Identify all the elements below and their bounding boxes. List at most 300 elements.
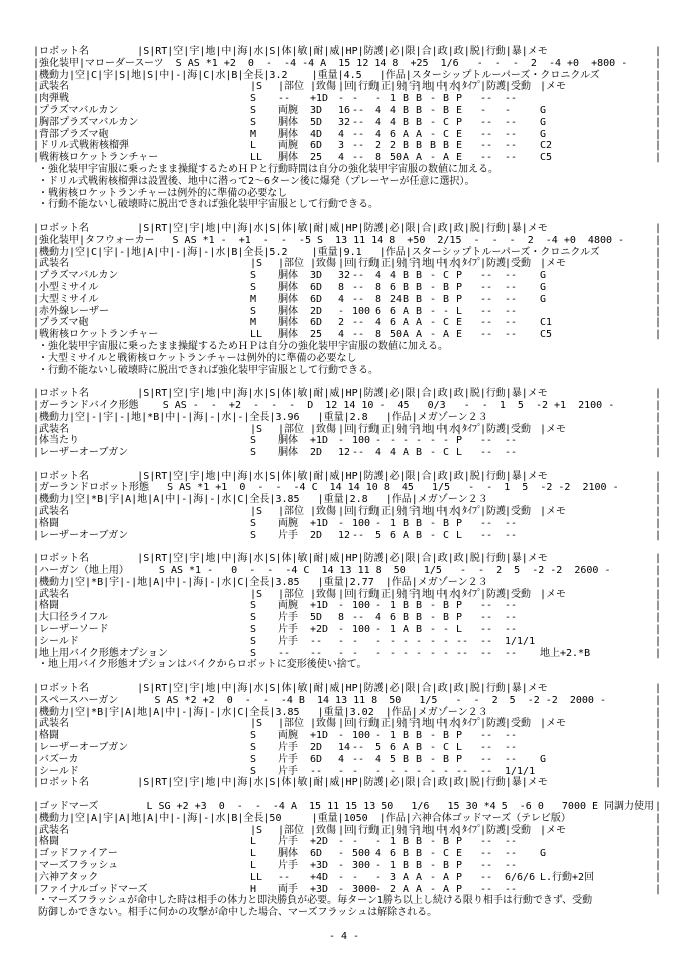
table-cell: |武装名 bbox=[33, 588, 70, 600]
table-cell: S bbox=[250, 305, 257, 317]
right-border-pipe: | bbox=[655, 553, 662, 565]
table-cell: A bbox=[416, 317, 423, 329]
table-cell: -- bbox=[480, 305, 493, 317]
table-cell bbox=[540, 447, 655, 459]
table-cell: |大口径ライフル bbox=[33, 612, 109, 624]
table-cell: S bbox=[250, 635, 257, 647]
table-cell: |地 bbox=[416, 824, 433, 836]
right-border-pipe: | bbox=[655, 128, 662, 140]
weapon-row bbox=[33, 860, 661, 872]
table-cell: 6D bbox=[310, 281, 323, 293]
table-cell: - bbox=[390, 635, 397, 647]
table-cell: |バズーカ bbox=[33, 753, 79, 765]
right-border-pipe: | bbox=[655, 565, 662, 577]
table-cell: - bbox=[375, 635, 382, 647]
table-cell: LL bbox=[250, 329, 263, 341]
weapon-row bbox=[33, 282, 661, 294]
table-cell: - bbox=[352, 765, 359, 777]
table-cell: B bbox=[416, 447, 423, 459]
table-cell: - bbox=[416, 765, 423, 777]
table-cell: |防護 bbox=[480, 506, 507, 518]
table-cell: S bbox=[250, 529, 257, 541]
table-cell: |メモ bbox=[540, 718, 567, 730]
table-cell: 4 bbox=[375, 447, 382, 459]
table-cell: -- bbox=[352, 270, 365, 282]
table-cell: 6 bbox=[390, 529, 397, 541]
weapon-row bbox=[33, 848, 661, 860]
table-cell: 両腕 bbox=[278, 730, 298, 742]
table-cell: G bbox=[540, 848, 547, 860]
table-cell: B bbox=[403, 612, 410, 624]
table-cell: |S bbox=[250, 423, 263, 435]
table-cell: 4 bbox=[375, 270, 382, 282]
table-cell: 16 bbox=[338, 104, 351, 116]
robot-table-header-row-text: |ロボット名 |S|RT|空|宇|地|中|海|水|S|体|敏|耐|威|HP|防護|必|限|合|政|政|脱|行動|暴|メモ bbox=[33, 777, 548, 789]
table-cell: -- bbox=[505, 612, 518, 624]
right-border-pipe: | bbox=[655, 777, 662, 789]
table-cell: B bbox=[416, 529, 423, 541]
table-cell: S bbox=[250, 730, 257, 742]
table-cell: +2D bbox=[310, 836, 329, 848]
robot-table-header-row-text: |ロボット名 |S|RT|空|宇|地|中|海|水|S|体|敏|耐|威|HP|防護|必|限|合|政|政|脱|行動|暴|メモ bbox=[33, 470, 548, 482]
table-cell: 両腕 bbox=[278, 104, 298, 116]
table-cell: E bbox=[456, 848, 463, 860]
table-cell: -- bbox=[480, 624, 493, 636]
table-cell: B bbox=[416, 116, 423, 128]
table-cell: 12 bbox=[338, 529, 351, 541]
table-cell: |致傷 bbox=[310, 423, 337, 435]
table-cell: - bbox=[375, 624, 382, 636]
table-cell: |防護 bbox=[480, 81, 507, 93]
table-cell: -- bbox=[505, 152, 518, 164]
table-cell: |行動 bbox=[352, 506, 379, 518]
table-cell: B bbox=[403, 859, 410, 871]
table-cell: |致傷 bbox=[310, 81, 337, 93]
table-cell: -- bbox=[505, 517, 518, 529]
table-cell: E bbox=[456, 329, 463, 341]
robot-row-god-mars bbox=[33, 801, 661, 813]
table-cell: L bbox=[250, 859, 257, 871]
table-cell: |部位 bbox=[278, 588, 305, 600]
table-cell: |行動 bbox=[352, 718, 379, 730]
table-cell: |水 bbox=[443, 506, 460, 518]
table-cell: -- bbox=[505, 281, 518, 293]
table-cell: - bbox=[430, 529, 437, 541]
table-cell: - bbox=[430, 270, 437, 282]
mobility-row-tough-walker-text: |機動力|空|C|宇|-|地|A|中|-|海|-|水|B|全長|5.2 |重量|9.1 |作品|スターシップトルーパーズ・クロニクルズ bbox=[33, 246, 600, 258]
table-cell: -- bbox=[480, 730, 493, 742]
table-cell: - bbox=[375, 765, 382, 777]
table-cell: - bbox=[338, 635, 345, 647]
note-line-text: ・戦術核ロケットランチャーは例外的に準備の必要なし bbox=[38, 187, 288, 199]
table-cell: - bbox=[430, 836, 437, 848]
table-cell: 2 bbox=[390, 883, 397, 895]
table-cell: 3000 bbox=[352, 883, 377, 895]
table-cell: |ﾀｲﾌﾟ bbox=[456, 423, 483, 435]
table-cell: - bbox=[375, 883, 382, 895]
weapon-row bbox=[33, 306, 661, 318]
table-cell: A bbox=[403, 317, 410, 329]
table-cell: A bbox=[416, 871, 423, 883]
table-cell: 25 bbox=[310, 329, 323, 341]
table-cell: 5D bbox=[310, 116, 323, 128]
table-cell: 4 bbox=[338, 753, 345, 765]
table-cell: 1/1/1 bbox=[505, 765, 536, 777]
table-cell: 片手 bbox=[278, 635, 298, 647]
right-border-pipe: | bbox=[655, 222, 662, 234]
table-cell: - bbox=[338, 305, 345, 317]
table-cell: |格闘 bbox=[33, 730, 60, 742]
table-cell: A bbox=[403, 329, 410, 341]
right-border-pipe: | bbox=[655, 399, 662, 411]
table-cell: |致傷 bbox=[310, 824, 337, 836]
table-cell: C5 bbox=[540, 329, 553, 341]
table-cell: |メモ bbox=[540, 81, 567, 93]
table-cell: 32 bbox=[338, 270, 351, 282]
table-cell: L bbox=[456, 624, 463, 636]
table-cell: |格闘 bbox=[33, 517, 60, 529]
table-cell: |回 bbox=[338, 423, 355, 435]
note-line-text: 防御しかできない。相手に何かの攻撃が命中した場合、マーズフラッシュは解除される。 bbox=[38, 907, 438, 919]
table-cell: A bbox=[403, 305, 410, 317]
table-cell: - bbox=[430, 730, 437, 742]
table-cell: 6D bbox=[310, 753, 323, 765]
table-cell: |中 bbox=[430, 423, 447, 435]
table-cell: -- bbox=[352, 293, 365, 305]
right-border-pipe: | bbox=[655, 447, 662, 459]
table-cell: -- bbox=[310, 635, 323, 647]
table-cell: B bbox=[443, 140, 450, 152]
table-cell: -- bbox=[505, 116, 518, 128]
table-cell: -- bbox=[352, 317, 365, 329]
table-cell: 4D bbox=[310, 128, 323, 140]
table-cell: 胴体 bbox=[278, 447, 298, 459]
table-cell: A bbox=[443, 883, 450, 895]
table-cell: - bbox=[443, 624, 450, 636]
right-border-pipe: | bbox=[655, 730, 662, 742]
table-cell: 100 bbox=[352, 435, 371, 447]
right-border-pipe: | bbox=[655, 104, 662, 116]
right-border-pipe: | bbox=[655, 270, 662, 282]
table-cell: - bbox=[443, 765, 450, 777]
table-cell: |致傷 bbox=[310, 506, 337, 518]
table-cell: - bbox=[430, 128, 437, 140]
right-border-pipe: | bbox=[655, 281, 662, 293]
table-cell: G bbox=[540, 753, 547, 765]
weapons-header-row bbox=[33, 506, 661, 518]
table-cell: - bbox=[505, 104, 512, 116]
weapon-row bbox=[33, 754, 661, 766]
table-cell: - bbox=[390, 765, 397, 777]
mobility-row-god-mars-text: |機動力|空|A|宇|A|地|A|中|-|海|-|水|B|全長|50 |重量|1050 |作品|六神合体ゴッドマーズ（テレビ版） bbox=[33, 812, 571, 824]
mobility-row-garland-bike bbox=[33, 412, 661, 424]
table-cell: - bbox=[375, 435, 382, 447]
table-cell: B bbox=[416, 730, 423, 742]
table-cell: P bbox=[456, 116, 463, 128]
table-cell: - bbox=[352, 836, 359, 848]
table-cell: |宇 bbox=[403, 718, 420, 730]
table-cell: |宇 bbox=[403, 423, 420, 435]
table-cell: B bbox=[403, 116, 410, 128]
table-cell: |中 bbox=[430, 588, 447, 600]
table-cell: 1 bbox=[390, 859, 397, 871]
table-cell: 50 bbox=[390, 329, 403, 341]
table-cell: |回 bbox=[338, 718, 355, 730]
table-cell: 胴体 bbox=[278, 152, 298, 164]
table-cell: |水 bbox=[443, 423, 460, 435]
table-cell: - bbox=[430, 317, 437, 329]
weapon-row bbox=[33, 636, 661, 648]
table-cell: |S bbox=[250, 81, 263, 93]
weapon-row bbox=[33, 872, 661, 884]
weapon-row bbox=[33, 612, 661, 624]
table-cell: |水 bbox=[443, 824, 460, 836]
table-cell: S bbox=[250, 742, 257, 754]
table-cell: - bbox=[430, 859, 437, 871]
table-cell: -- bbox=[480, 517, 493, 529]
table-cell: M bbox=[250, 293, 257, 305]
table-cell: A bbox=[416, 329, 423, 341]
weapon-row bbox=[33, 117, 661, 129]
table-cell: - bbox=[338, 765, 345, 777]
mobility-row-garland-robot bbox=[33, 494, 661, 506]
table-cell: -- bbox=[505, 647, 518, 659]
table-cell: |体当たり bbox=[33, 435, 80, 447]
table-cell: |ﾀｲﾌﾟ bbox=[456, 81, 483, 93]
mobility-row-marauder-suit bbox=[33, 70, 661, 82]
table-cell: 8 bbox=[375, 293, 382, 305]
table-cell: +3D bbox=[310, 883, 329, 895]
table-cell: 4 bbox=[390, 104, 397, 116]
table-cell: |受動 bbox=[505, 824, 532, 836]
table-cell: B bbox=[403, 281, 410, 293]
table-cell: -- bbox=[480, 600, 493, 612]
table-cell: -- bbox=[480, 270, 493, 282]
table-cell: 地上+2.*B bbox=[540, 647, 591, 659]
table-cell: -- bbox=[456, 647, 469, 659]
table-cell: -- bbox=[456, 765, 469, 777]
table-cell: - bbox=[338, 836, 345, 848]
robot-table-header-row-text: |ロボット名 |S|RT|空|宇|地|中|海|水|S|体|敏|耐|威|HP|防護|必|限|合|政|政|脱|行動|暴|メモ bbox=[33, 388, 548, 400]
table-cell: |水 bbox=[443, 81, 460, 93]
right-border-pipe: | bbox=[655, 517, 662, 529]
table-cell: -- bbox=[505, 742, 518, 754]
table-cell: B bbox=[416, 293, 423, 305]
table-cell: -- bbox=[505, 753, 518, 765]
table-cell bbox=[540, 612, 655, 624]
table-cell: A bbox=[416, 883, 423, 895]
table-cell: |射 bbox=[390, 718, 407, 730]
table-cell: - bbox=[443, 635, 450, 647]
table-cell: 4 bbox=[375, 753, 382, 765]
table-cell: - bbox=[375, 517, 382, 529]
table-cell: |メモ bbox=[540, 824, 567, 836]
table-cell: 500 bbox=[352, 848, 371, 860]
table-cell: - bbox=[430, 883, 437, 895]
table-cell: 5 bbox=[375, 742, 382, 754]
table-cell: |水 bbox=[443, 588, 460, 600]
table-cell: +3D bbox=[310, 859, 329, 871]
table-cell: 6D bbox=[310, 317, 323, 329]
table-cell: - bbox=[375, 730, 382, 742]
table-cell: |部位 bbox=[278, 824, 305, 836]
table-cell: B bbox=[416, 305, 423, 317]
table-cell: |S bbox=[250, 588, 263, 600]
table-cell: -- bbox=[352, 281, 365, 293]
note-line-text: ・ドリル式戦術核榴弾は設置後、地中に潜って2～6ターン後に爆発（プレーヤーが任意に選択）。 bbox=[38, 175, 475, 187]
table-cell: 6 bbox=[375, 305, 382, 317]
table-cell: |防護 bbox=[480, 258, 507, 270]
table-cell: |正 bbox=[375, 81, 392, 93]
table-cell: |S bbox=[250, 506, 263, 518]
table-cell: -- bbox=[480, 293, 493, 305]
weapon-row bbox=[33, 129, 661, 141]
table-cell: |部位 bbox=[278, 718, 305, 730]
table-cell: 胴体 bbox=[278, 317, 298, 329]
table-cell: - bbox=[443, 305, 450, 317]
table-cell: |メモ bbox=[540, 258, 567, 270]
table-cell: |ﾀｲﾌﾟ bbox=[456, 718, 483, 730]
robot-row-marauder-suit bbox=[33, 58, 661, 70]
table-cell: 25 bbox=[310, 152, 323, 164]
table-cell bbox=[540, 518, 655, 530]
table-cell: B bbox=[443, 293, 450, 305]
table-cell: - bbox=[430, 871, 437, 883]
right-border-pipe: | bbox=[655, 647, 662, 659]
table-cell: |地 bbox=[416, 506, 433, 518]
table-cell: +1D bbox=[310, 600, 329, 612]
table-cell bbox=[540, 435, 655, 447]
blank-line bbox=[33, 919, 661, 931]
table-cell bbox=[540, 860, 655, 872]
table-cell: E bbox=[456, 128, 463, 140]
table-cell: 1 bbox=[390, 624, 397, 636]
table-cell: 1 bbox=[390, 93, 397, 105]
note-line-text: ・行動不能ないし破壊時に脱出できれば強化装甲宇宙服として行動できる。 bbox=[38, 364, 378, 376]
table-cell: -- bbox=[352, 152, 365, 164]
weapon-row bbox=[33, 270, 661, 282]
table-cell: 4 bbox=[338, 152, 345, 164]
table-cell: B bbox=[443, 612, 450, 624]
table-cell: -- bbox=[505, 270, 518, 282]
table-cell: - bbox=[430, 635, 437, 647]
table-cell: -- bbox=[480, 612, 493, 624]
table-cell: - bbox=[430, 612, 437, 624]
weapon-row bbox=[33, 648, 661, 660]
table-cell: S bbox=[250, 517, 257, 529]
table-cell: -- bbox=[480, 435, 493, 447]
table-cell: - bbox=[352, 635, 359, 647]
table-cell: |正 bbox=[375, 258, 392, 270]
table-cell: +1D bbox=[310, 730, 329, 742]
table-cell: |防護 bbox=[480, 588, 507, 600]
table-cell bbox=[540, 742, 655, 754]
mobility-row-god-mars bbox=[33, 813, 661, 825]
table-cell: S bbox=[250, 447, 257, 459]
table-cell: A bbox=[443, 152, 450, 164]
table-cell: G bbox=[540, 128, 547, 140]
right-border-pipe: | bbox=[655, 883, 662, 895]
table-cell: P bbox=[456, 93, 463, 105]
note-line bbox=[33, 907, 661, 919]
weapon-row bbox=[33, 435, 661, 447]
table-cell: S bbox=[250, 612, 257, 624]
table-cell: -- bbox=[480, 647, 493, 659]
table-cell: |宇 bbox=[403, 824, 420, 836]
table-cell: |射 bbox=[390, 81, 407, 93]
table-cell bbox=[540, 836, 655, 848]
right-border-pipe: | bbox=[655, 258, 662, 270]
table-cell: 4 bbox=[375, 128, 382, 140]
table-cell: |戦術核ロケットランチャー bbox=[33, 152, 159, 164]
table-cell: - bbox=[375, 836, 382, 848]
right-border-pipe: | bbox=[655, 600, 662, 612]
table-cell: S bbox=[250, 753, 257, 765]
right-border-pipe: | bbox=[655, 234, 662, 246]
mobility-row-space-hargan-text: |機動力|空|*B|宇|A|地|A|中|-|海|-|水|C|全長|3.85 |重量|3.02 |作品|メガゾーン２３ bbox=[33, 706, 488, 718]
table-cell: A bbox=[403, 152, 410, 164]
weapon-row bbox=[33, 105, 661, 117]
table-cell: - bbox=[338, 730, 345, 742]
table-cell: -- bbox=[480, 447, 493, 459]
robot-row-space-hargan bbox=[33, 695, 661, 707]
table-cell: -- bbox=[505, 93, 518, 105]
table-cell: -- bbox=[505, 600, 518, 612]
note-line-text: ・大型ミサイルと戦術核ロケットランチャーは例外的に準備の必要なし bbox=[38, 352, 357, 364]
table-cell: |メモ bbox=[540, 506, 567, 518]
table-cell: -- bbox=[505, 859, 518, 871]
table-cell: -- bbox=[505, 447, 518, 459]
table-cell: B bbox=[443, 104, 450, 116]
table-cell: 4 bbox=[338, 293, 345, 305]
table-cell: - bbox=[430, 305, 437, 317]
table-cell: |ゴッドファイアー bbox=[33, 848, 118, 860]
table-cell: |射 bbox=[390, 588, 407, 600]
table-cell: B bbox=[403, 293, 410, 305]
right-border-pipe: | bbox=[655, 329, 662, 341]
table-cell bbox=[540, 730, 655, 742]
table-cell: 8 bbox=[338, 281, 345, 293]
table-cell: |マーズフラッシュ bbox=[33, 859, 119, 871]
table-cell: 片手 bbox=[278, 836, 298, 848]
table-cell: -- bbox=[505, 836, 518, 848]
weapons-header-row bbox=[33, 718, 661, 730]
table-cell: C5 bbox=[540, 152, 553, 164]
table-cell: |武装名 bbox=[33, 824, 70, 836]
table-cell: S bbox=[250, 93, 257, 105]
table-cell: 両手 bbox=[278, 883, 298, 895]
table-cell: -- bbox=[480, 140, 493, 152]
table-cell: |シールド bbox=[33, 635, 79, 647]
table-cell: B bbox=[416, 612, 423, 624]
robot-table-header-row bbox=[33, 683, 661, 695]
robot-table-header-row-text: |ロボット名 |S|RT|空|宇|地|中|海|水|S|体|敏|耐|威|HP|防護|必|限|合|政|政|脱|行動|暴|メモ bbox=[33, 222, 548, 234]
mobility-row-hargan-ground-text: |機動力|空|*B|宇|-|地|A|中|-|海|-|水|C|全長|3.85 |重量|2.77 |作品|メガゾーン２３ bbox=[33, 576, 488, 588]
table-cell: -- bbox=[505, 529, 518, 541]
table-cell: P bbox=[456, 517, 463, 529]
right-border-pipe: | bbox=[655, 116, 662, 128]
table-cell: 3 bbox=[338, 140, 345, 152]
table-cell: P bbox=[456, 836, 463, 848]
table-cell: -- bbox=[505, 848, 518, 860]
table-cell: - bbox=[390, 435, 397, 447]
table-cell: +1D bbox=[310, 93, 329, 105]
table-cell: |地 bbox=[416, 258, 433, 270]
table-cell: |中 bbox=[430, 258, 447, 270]
table-cell: 4 bbox=[375, 848, 382, 860]
mobility-row-garland-bike-text: |機動力|空|-|宇|-|地|*B|中|-|海|-|水|-|全長|3.96 |重量|2.8 |作品|メガゾーン２３ bbox=[33, 411, 488, 423]
table-cell: 4 bbox=[390, 116, 397, 128]
